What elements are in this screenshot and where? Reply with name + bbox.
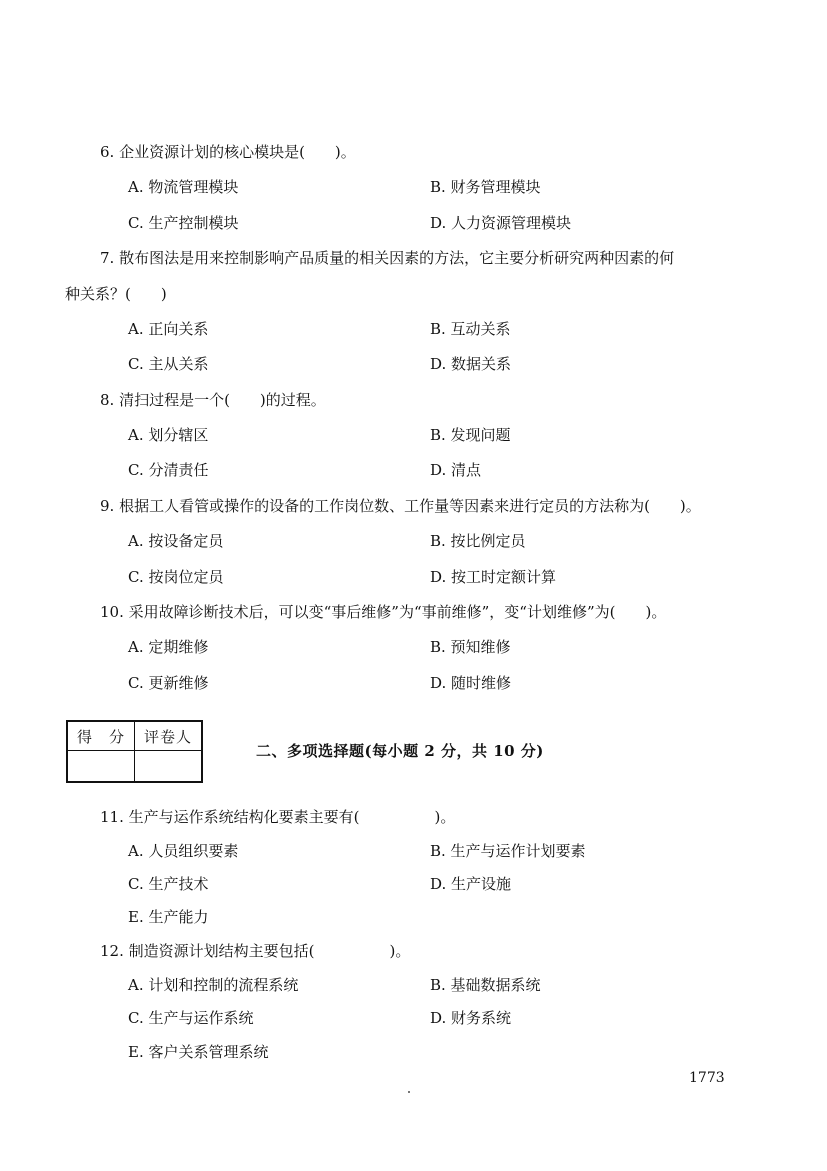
grader-label: 评卷人 [135, 721, 203, 751]
grader-cell [135, 751, 203, 783]
question-12-option-c: C. 生产与运作系统 [128, 1009, 254, 1027]
question-12-option-e: E. 客户关系管理系统 [128, 1043, 269, 1061]
question-9-stem: 9. 根据工人看管或操作的设备的工作岗位数、工作量等因素来进行定员的方法称为( )。 [100, 497, 701, 515]
question-10-option-d: D. 随时维修 [430, 674, 512, 692]
question-10-option-c: C. 更新维修 [128, 674, 209, 692]
question-8-stem: 8. 清扫过程是一个( )的过程。 [100, 391, 326, 409]
question-6-option-b: B. 财务管理模块 [430, 178, 541, 196]
score-box [66, 720, 203, 783]
question-8-option-c: C. 分清责任 [128, 461, 209, 479]
question-10-stem: 10. 采用故障诊断技术后，可以变“事后维修”为“事前维修”，变“计划维修”为( )。 [100, 603, 667, 621]
question-12-stem: 12. 制造资源计划结构主要包括( )。 [100, 942, 411, 960]
question-7-stem-continuation: 种关系？( ) [65, 285, 167, 303]
question-9-option-d: D. 按工时定额计算 [430, 568, 557, 586]
question-8-option-b: B. 发现问题 [430, 426, 511, 444]
question-6-option-a: A. 物流管理模块 [128, 178, 239, 196]
question-11-option-e: E. 生产能力 [128, 908, 209, 926]
question-11-option-b: B. 生产与运作计划要素 [430, 842, 586, 860]
score-cell [67, 751, 135, 783]
question-10-option-b: B. 预知维修 [430, 638, 511, 656]
question-7-option-c: C. 主从关系 [128, 355, 209, 373]
question-11-option-a: A. 人员组织要素 [128, 842, 239, 860]
question-6-stem: 6. 企业资源计划的核心模块是( )。 [100, 143, 356, 161]
scan-speck [408, 1091, 410, 1093]
question-11-stem: 11. 生产与运作系统结构化要素主要有( )。 [100, 808, 456, 826]
question-6-option-d: D. 人力资源管理模块 [430, 214, 572, 232]
score-label: 得 分 [67, 721, 135, 751]
question-7-option-a: A. 正向关系 [128, 320, 209, 338]
question-7-option-b: B. 互动关系 [430, 320, 511, 338]
question-12-option-a: A. 计划和控制的流程系统 [128, 976, 299, 994]
question-12-option-d: D. 财务系统 [430, 1009, 512, 1027]
page-number: 1773 [689, 1070, 725, 1086]
question-8-option-a: A. 划分辖区 [128, 426, 209, 444]
question-9-option-a: A. 按设备定员 [128, 532, 224, 550]
question-11-option-c: C. 生产技术 [128, 875, 209, 893]
question-7-option-d: D. 数据关系 [430, 355, 512, 373]
question-9-option-b: B. 按比例定员 [430, 532, 526, 550]
question-11-option-d: D. 生产设施 [430, 875, 512, 893]
question-8-option-d: D. 清点 [430, 461, 482, 479]
question-10-option-a: A. 定期维修 [128, 638, 209, 656]
question-6-option-c: C. 生产控制模块 [128, 214, 239, 232]
question-7-stem: 7. 散布图法是用来控制影响产品质量的相关因素的方法，它主要分析研究两种因素的何 [100, 249, 675, 267]
question-9-option-c: C. 按岗位定员 [128, 568, 224, 586]
question-12-option-b: B. 基础数据系统 [430, 976, 541, 994]
section-title: 二、多项选择题(每小题 2 分，共 10 分) [256, 742, 544, 760]
